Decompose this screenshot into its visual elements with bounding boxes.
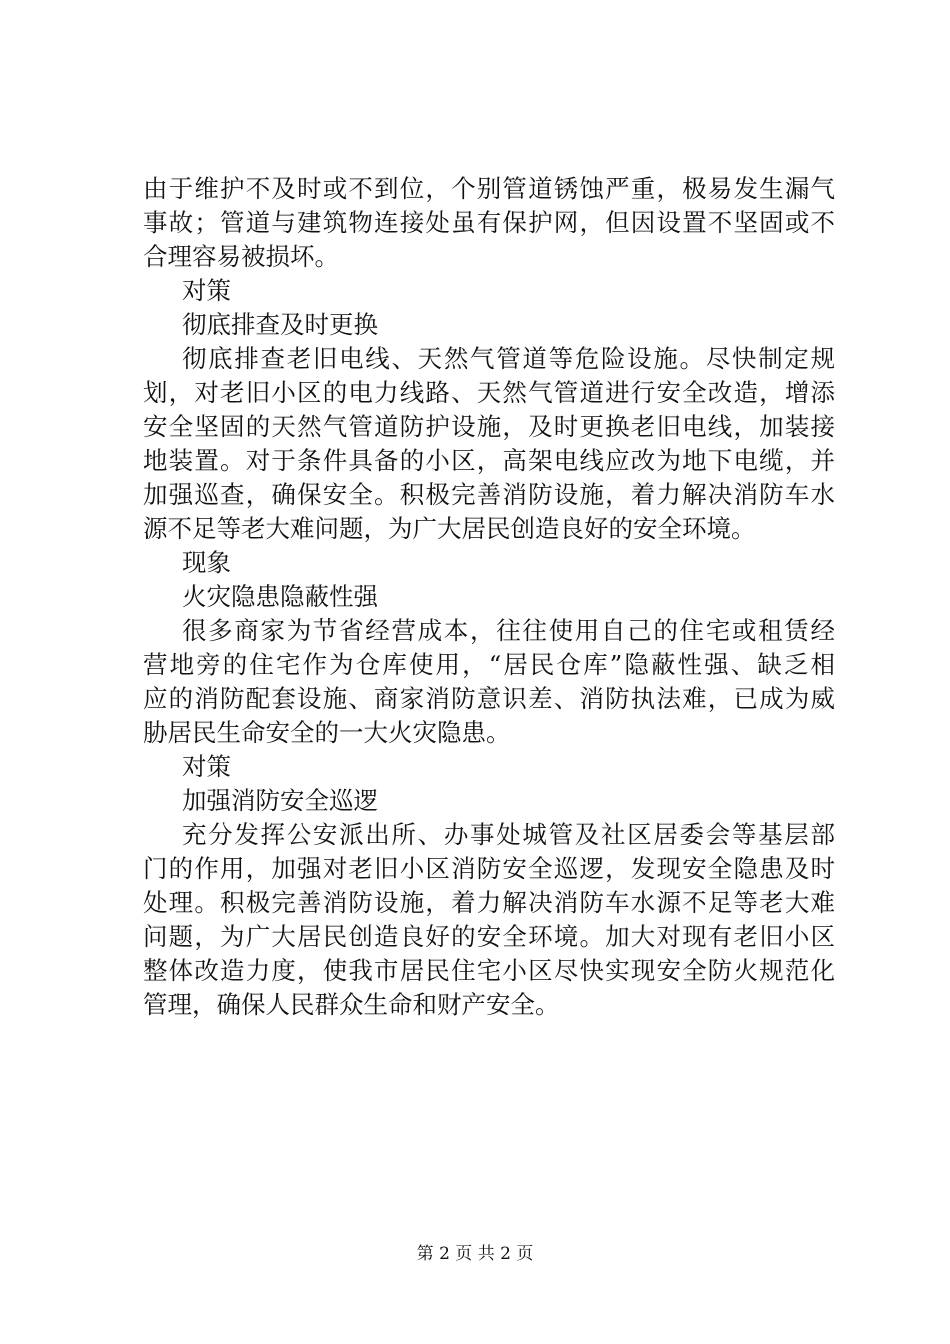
section-heading: 现象 (182, 548, 231, 577)
paragraph-line: 应的消防配套设施、商家消防意识差、消防执法难，已成为威 (143, 684, 835, 713)
paragraph-line: 彻底排查老旧电线、天然气管道等危险设施。尽快制定规 (182, 344, 835, 373)
document-body (143, 172, 835, 1022)
section-heading: 对策 (182, 752, 231, 781)
paragraph-line: 管理，确保人民群众生命和财产安全。 (143, 990, 560, 1019)
paragraph-line: 充分发挥公安派出所、办事处城管及社区居委会等基层部 (182, 820, 835, 849)
body-paragraph (143, 172, 835, 274)
page-footer: 第 2 页 共 2 页 (416, 1244, 534, 1264)
paragraph-line: 加强巡查，确保安全。积极完善消防设施，着力解决消防车水 (143, 480, 835, 509)
section-heading: 对策 (182, 276, 231, 305)
paragraph-line: 胁居民生命安全的一大火灾隐患。 (143, 718, 511, 747)
paragraph-line: 很多商家为节省经营成本，往往使用自己的住宅或租赁经 (182, 616, 835, 645)
paragraph-line: 门的作用，加强对老旧小区消防安全巡逻，发现安全隐患及时 (143, 854, 835, 883)
body-paragraph (143, 614, 835, 750)
paragraph-line: 问题，为广大居民创造良好的安全环境。加大对现有老旧小区 (143, 922, 835, 951)
paragraph-line: 处理。积极完善消防设施，着力解决消防车水源不足等老大难 (143, 888, 835, 917)
section-heading: 彻底排查及时更换 (182, 310, 378, 339)
paragraph-line: 合理容易被损坏。 (143, 242, 339, 271)
paragraph-line: 划，对老旧小区的电力线路、天然气管道进行安全改造，增添 (143, 378, 835, 407)
paragraph-line: 整体改造力度，使我市居民住宅小区尽快实现安全防火规范化 (143, 956, 835, 985)
paragraph-line: 由于维护不及时或不到位，个别管道锈蚀严重，极易发生漏气 (143, 174, 835, 203)
paragraph-line: 源不足等老大难问题，为广大居民创造良好的安全环境。 (143, 514, 756, 543)
paragraph-line: 安全坚固的天然气管道防护设施，及时更换老旧电线，加装接 (143, 412, 835, 441)
paragraph-line: 事故；管道与建筑物连接处虽有保护网，但因设置不坚固或不 (143, 208, 835, 237)
paragraph-line: 地装置。对于条件具备的小区，高架电线应改为地下电缆，并 (143, 446, 835, 475)
section-heading: 火灾隐患隐蔽性强 (182, 582, 378, 611)
body-paragraph (143, 818, 835, 1022)
paragraph-line: 营地旁的住宅作为仓库使用，“居民仓库”隐蔽性强、缺乏相 (143, 650, 835, 679)
body-paragraph (143, 342, 835, 546)
section-heading: 加强消防安全巡逻 (182, 786, 378, 815)
